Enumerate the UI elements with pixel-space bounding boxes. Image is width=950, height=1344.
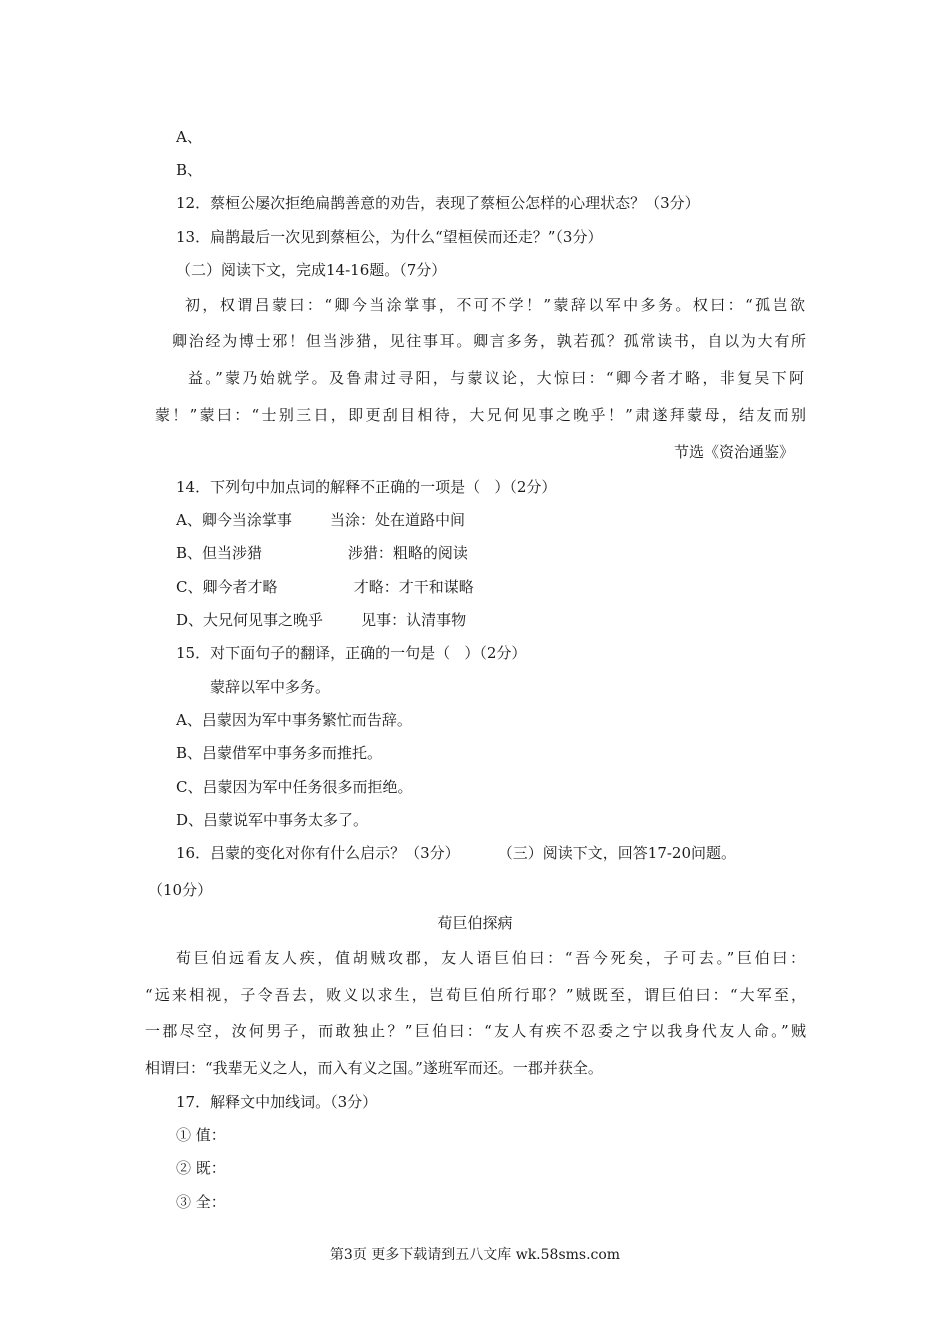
question-14: 14．下列句中加点词的解释不正确的一项是（ ）（2分） — [176, 478, 557, 496]
question-17-item-1: ① 值： — [176, 1126, 226, 1144]
passage-1-line-4: 蒙！”蒙曰：“士别三日，即更刮目相待，大兄何见事之晚乎！”肃遂拜蒙母，结友而别 — [155, 406, 806, 424]
question-15-option-c: C、吕蒙因为军中任务很多而拒绝。 — [176, 778, 413, 796]
question-17-item-3: ③ 全： — [176, 1193, 226, 1211]
question-14-option-c: C、卿今者才略 才略：才干和谋略 — [176, 578, 474, 596]
question-15-option-d: D、吕蒙说军中事务太多了。 — [176, 811, 369, 829]
question-15-option-a: A、吕蒙因为军中事务繁忙而告辞。 — [176, 711, 412, 729]
option-a-blank: A、 — [176, 128, 202, 146]
question-16-score: （10分） — [148, 881, 213, 899]
question-13: 13．扁鹊最后一次见到蔡桓公，为什么“望桓侯而还走？”（3分） — [176, 228, 603, 246]
question-15-sentence: 蒙辞以军中多务。 — [210, 678, 331, 696]
section-2-heading: （二）阅读下文，完成14-16题。（7分） — [176, 261, 447, 279]
question-14-option-d: D、大兄何见事之晚乎 见事：认清事物 — [176, 611, 467, 629]
question-12: 12．蔡桓公屡次拒绝扁鹊善意的劝告，表现了蔡桓公怎样的心理状态？（3分） — [176, 194, 700, 212]
page-footer: 第3页 更多下载请到五八文库 wk.58sms.com — [329, 1247, 621, 1263]
question-14-option-b: B、但当涉猎 涉猎：粗略的阅读 — [176, 544, 468, 562]
question-15-option-b: B、吕蒙借军中事务多而推托。 — [176, 744, 383, 762]
passage-2-line-1: 荀巨伯远看友人疾，值胡贼攻郡，友人语巨伯曰：“吾今死矣，子可去。”巨伯曰： — [176, 949, 805, 967]
passage-1-source: 节选《资治通鉴》 — [674, 443, 795, 461]
passage-2-title: 荀巨伯探病 — [437, 914, 513, 932]
question-15: 15．对下面句子的翻译，正确的一句是（ ）（2分） — [176, 644, 527, 662]
passage-1-line-3: 益。”蒙乃始就学。及鲁肃过寻阳，与蒙议论，大惊曰：“卿今者才略，非复吴下阿 — [188, 369, 804, 387]
passage-1-line-1: 初，权谓吕蒙曰：“卿今当涂掌事，不可不学！”蒙辞以军中多务。权曰：“孤岂欲 — [185, 296, 805, 314]
question-16: 16．吕蒙的变化对你有什么启示？（3分） （三）阅读下文，回答17-20问题。 — [176, 844, 737, 862]
passage-2-line-3: 一郡尽空，汝何男子，而敢独止？”巨伯曰：“友人有疾不忍委之宁以我身代友人命。”贼 — [145, 1022, 806, 1040]
passage-2-line-4: 相谓曰：“我辈无义之人，而入有义之国。”遂班军而还。一郡并获全。 — [145, 1059, 603, 1077]
passage-1-line-2: 卿治经为博士邪！但当涉猎，见往事耳。卿言多务，孰若孤？孤常读书，自以为大有所 — [172, 332, 806, 350]
question-14-option-a: A、卿今当涂掌事 当涂：处在道路中间 — [176, 511, 465, 529]
option-b-blank: B、 — [176, 161, 203, 179]
passage-2-line-2: “远来相视，子令吾去，败义以求生，岂荀巨伯所行耶？”贼既至，谓巨伯曰：“大军至， — [145, 986, 806, 1004]
question-17-item-2: ② 既： — [176, 1159, 226, 1177]
question-17: 17．解释文中加线词。（3分） — [176, 1093, 378, 1111]
